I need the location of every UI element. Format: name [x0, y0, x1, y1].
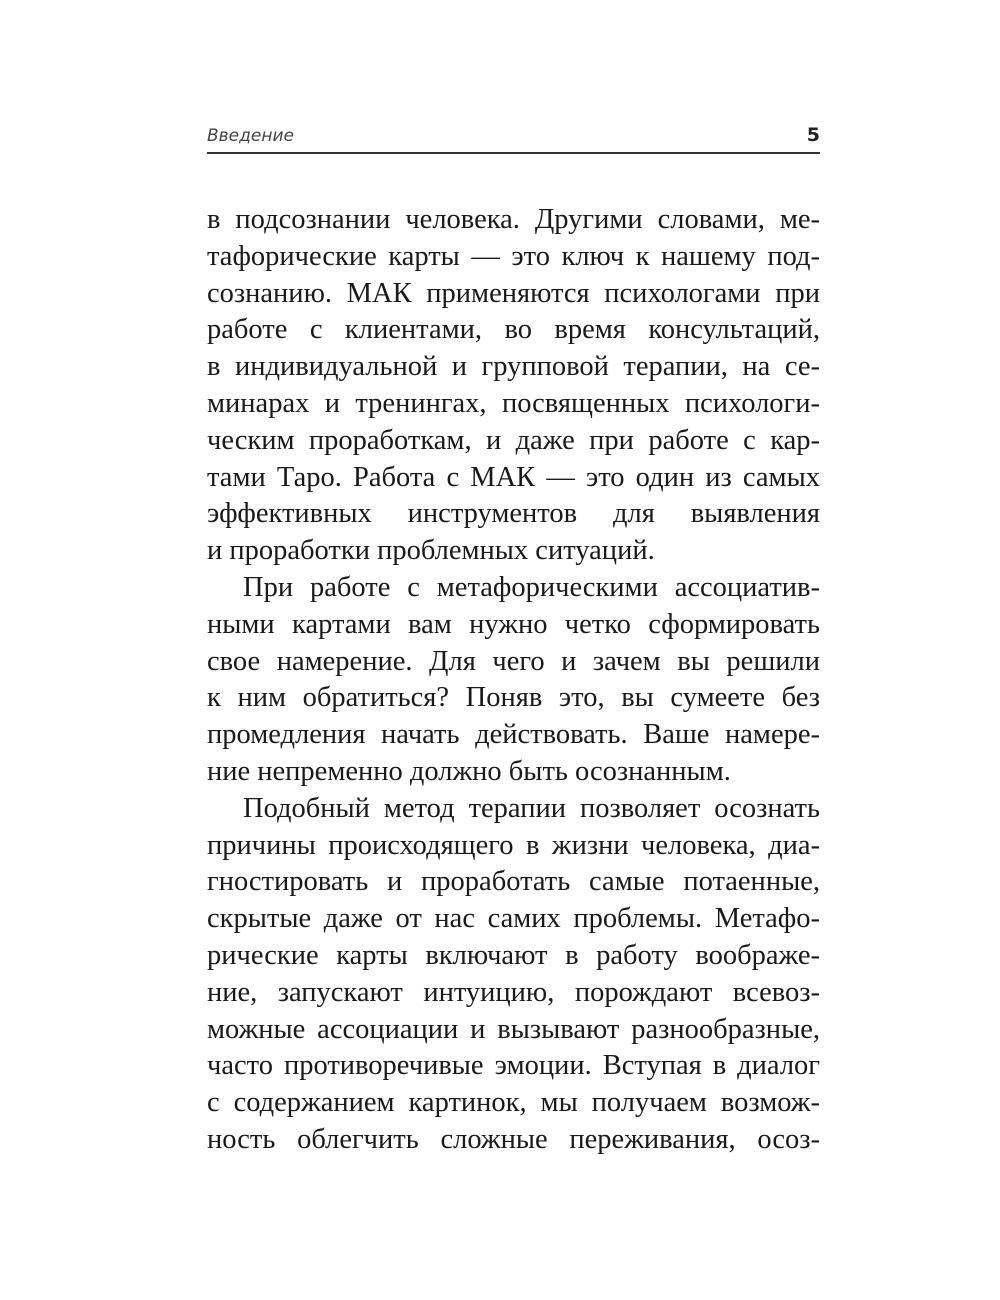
text-line: в индивидуальной и групповой терапии, на се-: [207, 351, 820, 383]
text-line: ными картами вам нужно четко сформировать: [207, 608, 820, 640]
text-line: можные ассоциации и вызывают разнообразные,: [207, 1013, 820, 1045]
text-line: ность облегчить сложные переживания, осоз-: [207, 1123, 820, 1155]
text-line: к ним обратиться? Поняв это, вы сумеете без: [207, 682, 820, 714]
paragraph: [207, 570, 820, 791]
text-line: причины происходящего в жизни человека, диа-: [207, 829, 820, 861]
page-number: 5: [806, 124, 820, 146]
text-line: минарах и тренингах, посвященных психологи-: [207, 387, 820, 419]
text-line: скрытые даже от нас самих проблемы. Метафо-: [207, 903, 820, 935]
text-line: рические карты включают в работу воображе-: [207, 939, 820, 971]
text-line: эффективных инструментов для выявления: [207, 498, 820, 530]
text-line: с содержанием картинок, мы получаем возмож-: [207, 1087, 820, 1119]
text-line: тафорические карты — это ключ к нашему под-: [207, 240, 820, 272]
text-line: часто противоречивые эмоции. Вступая в диалог: [207, 1050, 820, 1082]
text-line: промедления начать действовать. Ваше намере-: [207, 719, 820, 751]
paragraph: [207, 202, 820, 570]
text-line: тами Таро. Работа с МАК — это один из самых: [207, 461, 820, 493]
paragraph: [207, 791, 820, 1159]
text-line: ние, запускают интуицию, порождают всевоз-: [207, 976, 820, 1008]
text-line: ческим проработкам, и даже при работе с кар-: [207, 424, 820, 456]
page-header: [207, 124, 820, 154]
text-line: свое намерение. Для чего и зачем вы решили: [207, 645, 820, 677]
text-line: и проработки проблемных ситуаций.: [207, 535, 655, 567]
text-line: работе с клиентами, во время консультаций,: [207, 314, 820, 346]
text-line: Подобный метод терапии позволяет осознать: [243, 792, 820, 824]
text-line: сознанию. МАК применяются психологами при: [207, 277, 820, 309]
text-line: При работе с метафорическими ассоциатив-: [243, 571, 820, 603]
text-line: гностировать и проработать самые потаенные,: [207, 866, 820, 898]
running-title: Введение: [207, 126, 294, 146]
text-line: ние непременно должно быть осознанным.: [207, 755, 731, 787]
text-line: в подсознании человека. Другими словами, ме-: [207, 204, 820, 235]
body-text: [207, 202, 820, 1159]
